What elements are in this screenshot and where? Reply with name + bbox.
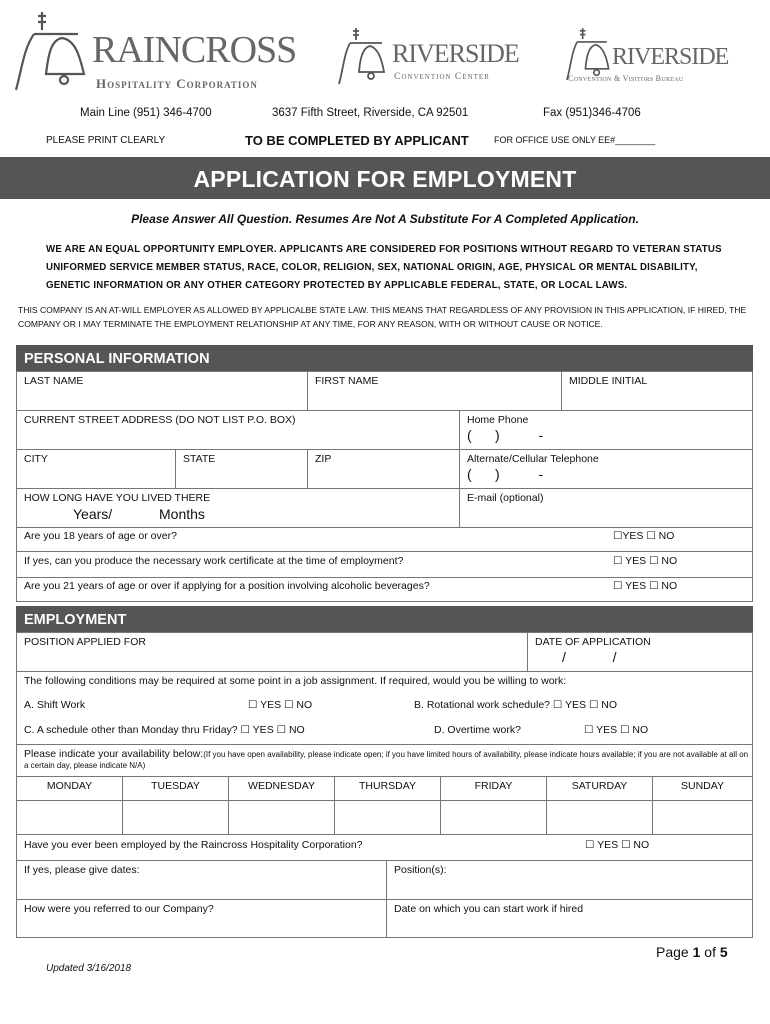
page-current: 1 (692, 944, 701, 960)
email-label: E-mail (optional) (467, 492, 544, 504)
company-address: 3637 Fifth Street, Riverside, CA 92501 (272, 107, 469, 119)
at-will-statement: THIS COMPANY IS AN AT-WILL EMPLOYER AS ALLOWED BY APPLICALBE STATE LAW. THIS MEANS THAT REGARDLESS OF ANY PROVISION IN THIS APPLICATION, IF HIRED, THE COMPANY OR I MAY TERMINATE THE EMPLOYMENT RELATIONSHIP AT ANY TIME, FOR ANY REASON, WITH OR WITHOUT CAUSE OR NOTICE. (18, 305, 747, 329)
years-label: Years/ (73, 506, 113, 522)
updated-date: Updated 3/16/2018 (46, 963, 132, 974)
fax-number: Fax (951)346-4706 (543, 107, 641, 119)
convention-center-subtitle: Convention Center (394, 72, 490, 82)
raincross-wordmark: RAINCROSS (92, 29, 297, 71)
positions-field[interactable] (386, 860, 753, 899)
instruction-note: Please Answer All Question. Resumes Are Not A Substitute For A Completed Application. (131, 212, 639, 226)
availability-cell-thursday[interactable] (334, 800, 440, 834)
rotational-work-question[interactable]: B. Rotational work schedule? ☐ YES ☐ NO (414, 699, 618, 711)
shift-work-label: A. Shift Work (24, 699, 86, 711)
visitors-bureau-subtitle: Convention & Visitors Bureau (568, 74, 684, 83)
zip-field[interactable] (307, 449, 459, 488)
employment-dates-label: If yes, please give dates: (24, 864, 140, 876)
visitors-bureau-wordmark: RIVERSIDE (612, 44, 729, 70)
start-date-field[interactable] (386, 899, 753, 938)
last-name-label: LAST NAME (24, 375, 84, 387)
conditions-block (16, 671, 753, 744)
shift-work-checkboxes[interactable]: ☐ YES ☐ NO (248, 699, 313, 711)
alt-phone-label: Alternate/Cellular Telephone (467, 453, 599, 465)
overtime-label: D. Overtime work? (434, 724, 521, 736)
availability-cell-monday[interactable] (16, 800, 122, 834)
availability-cell-wednesday[interactable] (228, 800, 334, 834)
availability-cell-saturday[interactable] (546, 800, 652, 834)
street-address-label: CURRENT STREET ADDRESS (DO NOT LIST P.O. BOX) (24, 414, 296, 426)
previous-employment-checkboxes[interactable]: ☐ YES ☐ NO (585, 839, 650, 851)
city-label: CITY (24, 453, 48, 465)
first-name-field[interactable] (307, 371, 561, 410)
referral-label: How were you referred to our Company? (24, 903, 214, 915)
day-header-saturday: SATURDAY (546, 776, 652, 800)
personal-info-heading: PERSONAL INFORMATION (16, 345, 753, 371)
work-cert-row (16, 551, 753, 577)
how-long-label: HOW LONG HAVE YOU LIVED THERE (24, 492, 211, 504)
employment-heading: EMPLOYMENT (16, 606, 753, 632)
main-line: Main Line (951) 346-4700 (80, 107, 212, 119)
availability-days (16, 776, 753, 834)
street-address-field[interactable] (16, 410, 459, 449)
bell-tower-icon (338, 26, 392, 86)
age-21-row (16, 577, 753, 602)
months-label: Months (159, 506, 205, 522)
page-title: APPLICATION FOR EMPLOYMENT (0, 157, 770, 199)
day-header-friday: FRIDAY (440, 776, 546, 800)
email-field[interactable] (459, 488, 753, 527)
age-21-question: Are you 21 years of age or over if applying for a position involving alcoholic beverages? (24, 580, 430, 592)
city-field[interactable] (16, 449, 175, 488)
alt-schedule-question[interactable]: C. A schedule other than Monday thru Friday? ☐ YES ☐ NO (24, 724, 305, 736)
page-of: of (700, 944, 720, 960)
alt-phone-field[interactable] (459, 449, 753, 488)
state-field[interactable] (175, 449, 307, 488)
to-be-completed-note: TO BE COMPLETED BY APPLICANT (245, 133, 469, 148)
start-date-label: Date on which you can start work if hired (394, 903, 584, 915)
work-cert-checkboxes[interactable]: ☐ YES ☐ NO (613, 555, 678, 567)
employment-dates-field[interactable] (16, 860, 386, 899)
availability-instructions: (If you have open availability, please indicate open; if you have limited hours of availability, please indicate hours available; if you are not available at all on a certain day, please indicate N/A) (24, 750, 749, 770)
date-of-application-label: DATE OF APPLICATION (535, 636, 651, 648)
day-header-wednesday: WEDNESDAY (228, 776, 334, 800)
day-header-monday: MONDAY (16, 776, 122, 800)
day-header-sunday: SUNDAY (652, 776, 753, 800)
availability-cell-sunday[interactable] (652, 800, 753, 834)
day-header-thursday: THURSDAY (334, 776, 440, 800)
age-18-question: Are you 18 years of age or over? (24, 530, 177, 542)
alt-phone-format: ( ) - (467, 466, 544, 482)
availability-note (16, 744, 753, 776)
availability-cell-friday[interactable] (440, 800, 546, 834)
date-format: / / (562, 649, 617, 665)
page-total: 5 (719, 944, 728, 960)
home-phone-format: ( ) - (467, 427, 544, 443)
page-prefix: Page (656, 944, 693, 960)
availability-lead: Please indicate your availability below: (24, 748, 204, 760)
overtime-checkboxes[interactable]: ☐ YES ☐ NO (584, 724, 649, 736)
convention-center-logo (338, 26, 518, 88)
day-header-tuesday: TUESDAY (122, 776, 228, 800)
convention-center-wordmark: RIVERSIDE (392, 39, 519, 68)
age-18-checkboxes[interactable]: ☐YES ☐ NO (613, 530, 675, 542)
eeo-statement: WE ARE AN EQUAL OPPORTUNITY EMPLOYER. APPLICANTS ARE CONSIDERED FOR POSITIONS WITHOUT REGARD TO VETERAN STATUS UNIFORMED SERVICE MEMBER STATUS, RACE, COLOR, RELIGION, SEX, NATIONAL ORIGIN, AGE, PHYSICAL OR MENTAL DISABILITY, GENETIC INFORMATION OR ANY OTHER CATEGORY PROTECTED BY APPLICABLE FEDERAL, STATE, OR LOCAL LAWS. (46, 244, 722, 291)
age-18-row (16, 527, 753, 551)
bell-tower-icon (14, 8, 94, 94)
position-applied-label: POSITION APPLIED FOR (24, 636, 146, 648)
date-of-application-field[interactable] (527, 632, 753, 671)
zip-label: ZIP (315, 453, 332, 465)
positions-label: Position(s): (394, 864, 447, 876)
state-label: STATE (183, 453, 216, 465)
print-clearly-note: PLEASE PRINT CLEARLY (46, 135, 166, 146)
middle-initial-label: MIDDLE INITIAL (569, 375, 648, 387)
conditions-text: The following conditions may be required at some point in a job assignment. If required, would you be willing to work: (24, 675, 567, 687)
page-number (656, 944, 728, 960)
referral-field[interactable] (16, 899, 386, 938)
how-long-field[interactable] (16, 488, 459, 527)
home-phone-label: Home Phone (467, 414, 529, 426)
age-21-checkboxes[interactable]: ☐ YES ☐ NO (613, 580, 678, 592)
home-phone-field[interactable] (459, 410, 753, 449)
raincross-logo (14, 8, 304, 94)
previous-employment-row (16, 834, 753, 860)
work-cert-question: If yes, can you produce the necessary work certificate at the time of employment? (24, 555, 404, 567)
raincross-subtitle: Hospitality Corporation (96, 76, 258, 91)
visitors-bureau-logo (566, 26, 756, 88)
last-name-field[interactable] (16, 371, 307, 410)
availability-cell-tuesday[interactable] (122, 800, 228, 834)
position-applied-field[interactable] (16, 632, 527, 671)
previous-employment-question: Have you ever been employed by the Raincross Hospitality Corporation? (24, 839, 363, 851)
middle-initial-field[interactable] (561, 371, 753, 410)
first-name-label: FIRST NAME (315, 375, 379, 387)
office-use-note: FOR OFFICE USE ONLY EE#________ (494, 135, 656, 145)
